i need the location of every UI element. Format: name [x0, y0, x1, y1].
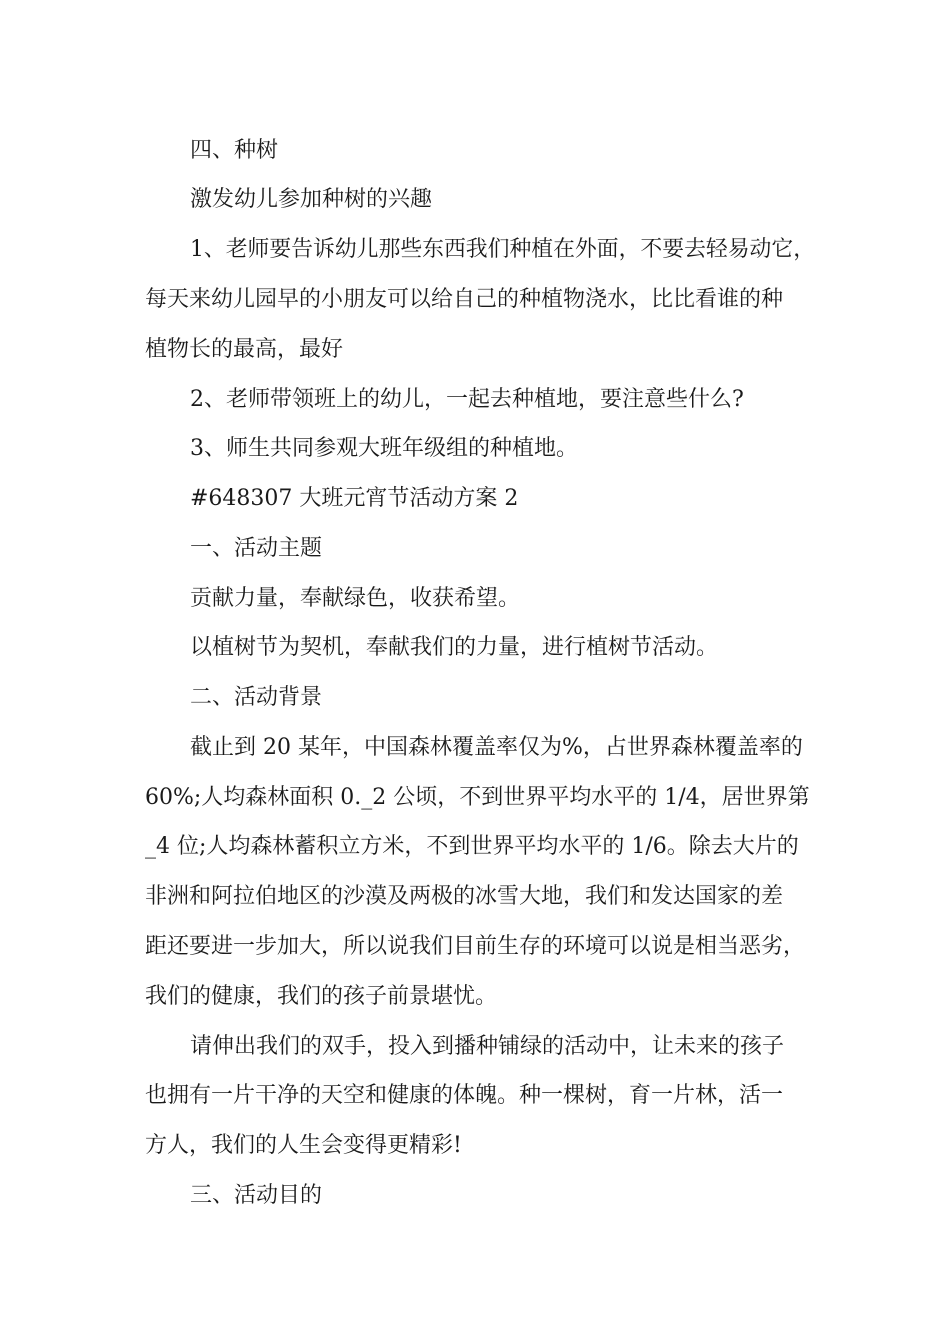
text-line: 方人，我们的人生会变得更精彩! — [145, 1133, 462, 1158]
document-subtitle: #648307 大班元宵节活动方案 2 — [190, 486, 519, 511]
text-line: 截止到 20 某年，中国森林覆盖率仅为%，占世界森林覆盖率的 — [190, 735, 803, 760]
text-line: 非洲和阿拉伯地区的沙漠及两极的冰雪大地，我们和发达国家的差 — [145, 884, 784, 909]
text-line: 1、老师要告诉幼儿那些东西我们种植在外面，不要去轻易动它， — [190, 237, 816, 262]
text-line: 3、师生共同参观大班年级组的种植地。 — [190, 436, 578, 461]
text-line: 激发幼儿参加种树的兴趣 — [190, 187, 433, 212]
text-line: _4 位;人均森林蓄积立方米，不到世界平均水平的 1/6。除去大片的 — [145, 834, 799, 859]
text-line: 也拥有一片干净的天空和健康的体魄。种一棵树，育一片林，活一 — [145, 1083, 784, 1108]
text-line: 植物长的最高，最好 — [145, 337, 344, 362]
section-heading-purpose: 三、活动目的 — [190, 1183, 323, 1208]
section-heading-background: 二、活动背景 — [190, 685, 323, 710]
text-line: 我们的健康，我们的孩子前景堪忧。 — [145, 984, 498, 1009]
text-line: 每天来幼儿园早的小朋友可以给自己的种植物浇水，比比看谁的种 — [145, 287, 784, 312]
text-line: 60%;人均森林面积 0._2 公顷，不到世界平均水平的 1/4，居世界第 — [145, 785, 810, 810]
text-line: 贡献力量，奉献绿色，收获希望。 — [190, 586, 521, 611]
text-line: 距还要进一步加大，所以说我们目前生存的环境可以说是相当恶劣， — [145, 934, 806, 959]
text-line: 以植树节为契机，奉献我们的力量，进行植树节活动。 — [190, 635, 719, 660]
text-line: 请伸出我们的双手，投入到播种铺绿的活动中，让未来的孩子 — [190, 1034, 785, 1059]
section-heading-theme: 一、活动主题 — [190, 536, 323, 561]
section-heading-plant-trees: 四、种树 — [190, 138, 279, 163]
text-line: 2、老师带领班上的幼儿，一起去种植地，要注意些什么? — [190, 387, 744, 412]
